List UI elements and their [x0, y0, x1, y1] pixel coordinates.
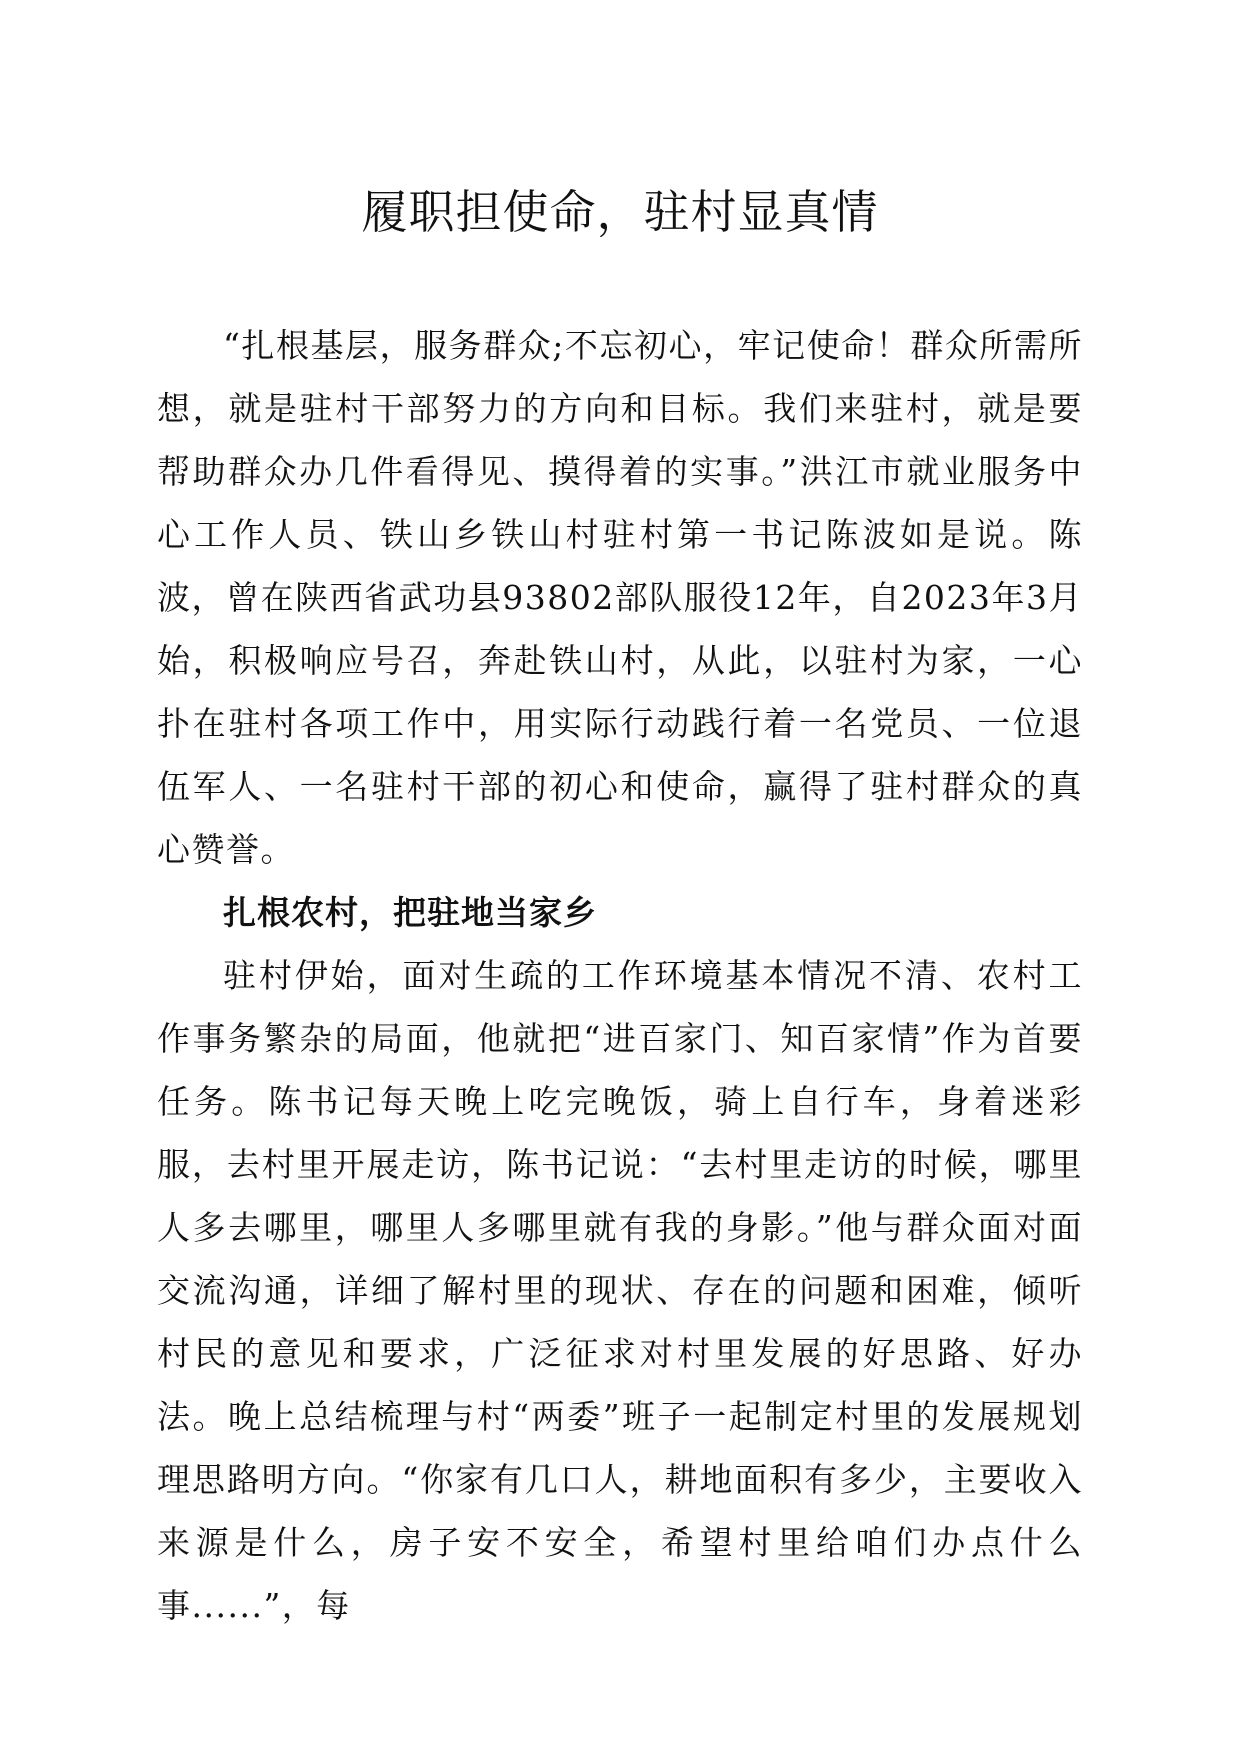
section-paragraph: 驻村伊始，面对生疏的工作环境基本情况不清、农村工作事务繁杂的局面，他就把“进百家门、知百家情”作为首要任务。陈书记每天晚上吃完晚饭，骑上自行车，身着迷彩服，去村里开展走访，陈书记说：“去村里走访的时候，哪里人多去哪里，哪里人多哪里就有我的身影。”他与群众面对面交流沟通，详细了解村里的现状、存在的问题和困难，倾听村民的意见和要求，广泛征求对村里发展的好思路、好办法。晚上总结梳理与村“两委”班子一起制定村里的发展规划理思路明方向。“你家有几口人，耕地面积有多少，主要收入来源是什么，房子安不安全，希望村里给咱们办点什么事......”，每: [157, 956, 1083, 1625]
document-body: [157, 314, 1083, 1637]
document-title: 履职担使命，驻村显真情: [361, 185, 879, 239]
section-heading: 扎根农村，把驻地当家乡: [223, 893, 597, 932]
intro-paragraph: “扎根基层，服务群众;不忘初心，牢记使命！群众所需所想，就是驻村干部努力的方向和目标。我们来驻村，就是要帮助群众办几件看得见、摸得着的实事。”洪江市就业服务中心工作人员、铁山乡铁山村驻村第一书记陈波如是说。陈波，曾在陕西省武功县93802部队服役12年，自2023年3月始，积极响应号召，奔赴铁山村，从此，以驻村为家，一心扑在驻村各项工作中，用实际行动践行着一名党员、一位退伍军人、一名驻村干部的初心和使命，赢得了驻村群众的真心赞誉。: [157, 326, 1083, 869]
